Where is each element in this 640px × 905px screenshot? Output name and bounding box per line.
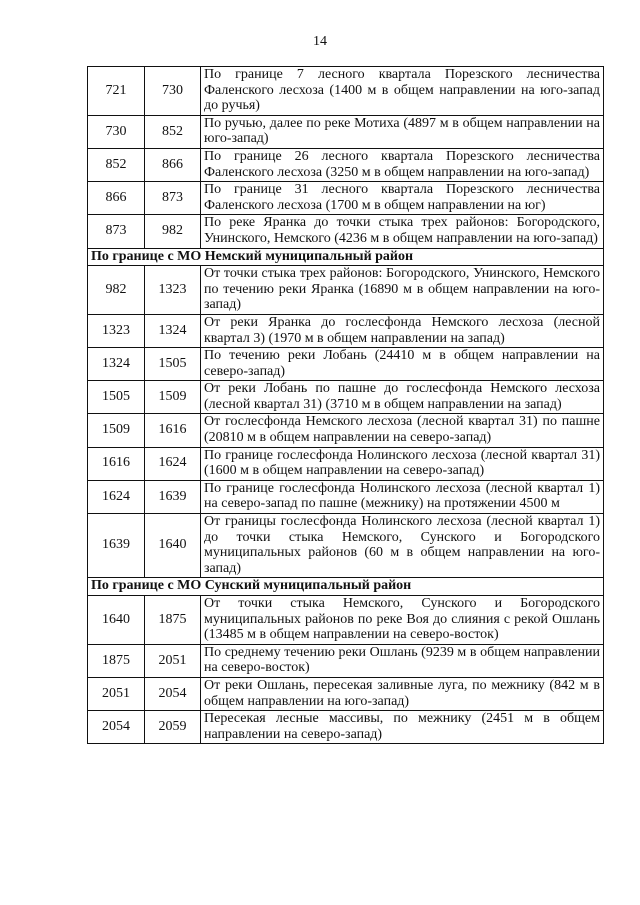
point-to-cell: 1624 (145, 447, 201, 480)
boundary-description-cell: По границе гослесфонда Нолинского лесхоза (лесной квартал 31) (1600 м в общем направлении на северо-запад) (201, 447, 604, 480)
table-row (88, 644, 604, 677)
boundary-description-cell: По границе 31 лесного квартала Порезского лесничества Фаленского лесхоза (1700 м в общем направлении на юг) (201, 182, 604, 215)
table-row (88, 182, 604, 215)
boundary-table-body (88, 67, 604, 744)
table-row (88, 480, 604, 513)
boundary-description-cell: От гослесфонда Немского лесхоза (лесной квартал 31) по пашне (20810 м в общем направлении на северо-запад) (201, 414, 604, 447)
point-to-cell: 2051 (145, 644, 201, 677)
table-row (88, 348, 604, 381)
point-to-cell: 852 (145, 115, 201, 148)
table-row (88, 414, 604, 447)
boundary-description-cell: От реки Ошлань, пересекая заливные луга, по межнику (842 м в общем направлении на юго-запад) (201, 677, 604, 710)
boundary-description-cell: От реки Лобань по пашне до гослесфонда Немского лесхоза (лесной квартал 31) (3710 м в общем направлении на запад) (201, 381, 604, 414)
point-from-cell: 1640 (88, 596, 145, 645)
point-to-cell: 1640 (145, 514, 201, 578)
section-header: По границе с МО Сунский муниципальный район (88, 578, 604, 596)
point-from-cell: 2054 (88, 711, 145, 744)
boundary-description-cell: По ручью, далее по реке Мотиха (4897 м в общем направлении на юго-запад) (201, 115, 604, 148)
table-row (88, 314, 604, 347)
table-row (88, 115, 604, 148)
point-from-cell: 730 (88, 115, 145, 148)
boundary-description-cell: Пересекая лесные массивы, по межнику (2451 м в общем направлении на северо-запад) (201, 711, 604, 744)
point-to-cell: 1324 (145, 314, 201, 347)
point-to-cell: 1616 (145, 414, 201, 447)
point-to-cell: 2054 (145, 677, 201, 710)
point-from-cell: 1624 (88, 480, 145, 513)
point-from-cell: 721 (88, 67, 145, 116)
point-from-cell: 1324 (88, 348, 145, 381)
boundary-description-cell: По течению реки Лобань (24410 м в общем направлении на северо-запад) (201, 348, 604, 381)
point-to-cell: 1875 (145, 596, 201, 645)
point-from-cell: 1505 (88, 381, 145, 414)
boundary-description-cell: От реки Яранка до гослесфонда Немского лесхоза (лесной квартал 3) (1970 м в общем направлении на запад) (201, 314, 604, 347)
boundary-description-cell: По границе 7 лесного квартала Порезского лесничества Фаленского лесхоза (1400 м в общем направлении на юго-запад до ручья) (201, 67, 604, 116)
point-from-cell: 1875 (88, 644, 145, 677)
section-header: По границе с МО Немский муниципальный район (88, 248, 604, 266)
point-to-cell: 1323 (145, 266, 201, 315)
point-to-cell: 730 (145, 67, 201, 116)
page-number: 14 (313, 34, 327, 49)
table-row (88, 514, 604, 578)
point-from-cell: 852 (88, 148, 145, 181)
table-row (88, 266, 604, 315)
boundary-description-cell: По границе 26 лесного квартала Порезского лесничества Фаленского лесхоза (3250 м в общем направлении на юго-запад) (201, 148, 604, 181)
point-from-cell: 866 (88, 182, 145, 215)
table-row (88, 677, 604, 710)
point-from-cell: 1616 (88, 447, 145, 480)
point-from-cell: 2051 (88, 677, 145, 710)
table-row (88, 215, 604, 248)
point-to-cell: 1509 (145, 381, 201, 414)
table-row (88, 67, 604, 116)
table-row (88, 381, 604, 414)
point-from-cell: 873 (88, 215, 145, 248)
boundary-description-cell: От границы гослесфонда Нолинского лесхоза (лесной квартал 1) до точки стыка Немского, Сунского и Богородского муниципальных районов (60 м в общем направлении на юго-запад) (201, 514, 604, 578)
boundary-description-cell: По границе гослесфонда Нолинского лесхоза (лесной квартал 1) на северо-запад по пашне (межнику) на протяжении 4500 м (201, 480, 604, 513)
table-row (88, 447, 604, 480)
point-from-cell: 1323 (88, 314, 145, 347)
boundary-description-cell: От точки стыка Немского, Сунского и Богородского муниципальных районов по реке Воя до слияния с рекой Ошлань (13485 м в общем направлении на северо-восток) (201, 596, 604, 645)
boundary-description-cell: По среднему течению реки Ошлань (9239 м в общем направлении на северо-восток) (201, 644, 604, 677)
section-header-row (88, 248, 604, 266)
boundary-table (87, 66, 604, 744)
boundary-description-cell: По реке Яранка до точки стыка трех районов: Богородского, Унинского, Немского (4236 м в общем направлении на юго-запад) (201, 215, 604, 248)
table-row (88, 596, 604, 645)
section-header-row (88, 578, 604, 596)
point-to-cell: 1639 (145, 480, 201, 513)
table-row (88, 148, 604, 181)
boundary-description-cell: От точки стыка трех районов: Богородского, Унинского, Немского по течению реки Яранка (16890 м в общем направлении на юго-запад) (201, 266, 604, 315)
point-to-cell: 1505 (145, 348, 201, 381)
point-to-cell: 2059 (145, 711, 201, 744)
point-from-cell: 1639 (88, 514, 145, 578)
table-row (88, 711, 604, 744)
point-to-cell: 873 (145, 182, 201, 215)
point-to-cell: 982 (145, 215, 201, 248)
point-from-cell: 982 (88, 266, 145, 315)
point-to-cell: 866 (145, 148, 201, 181)
point-from-cell: 1509 (88, 414, 145, 447)
